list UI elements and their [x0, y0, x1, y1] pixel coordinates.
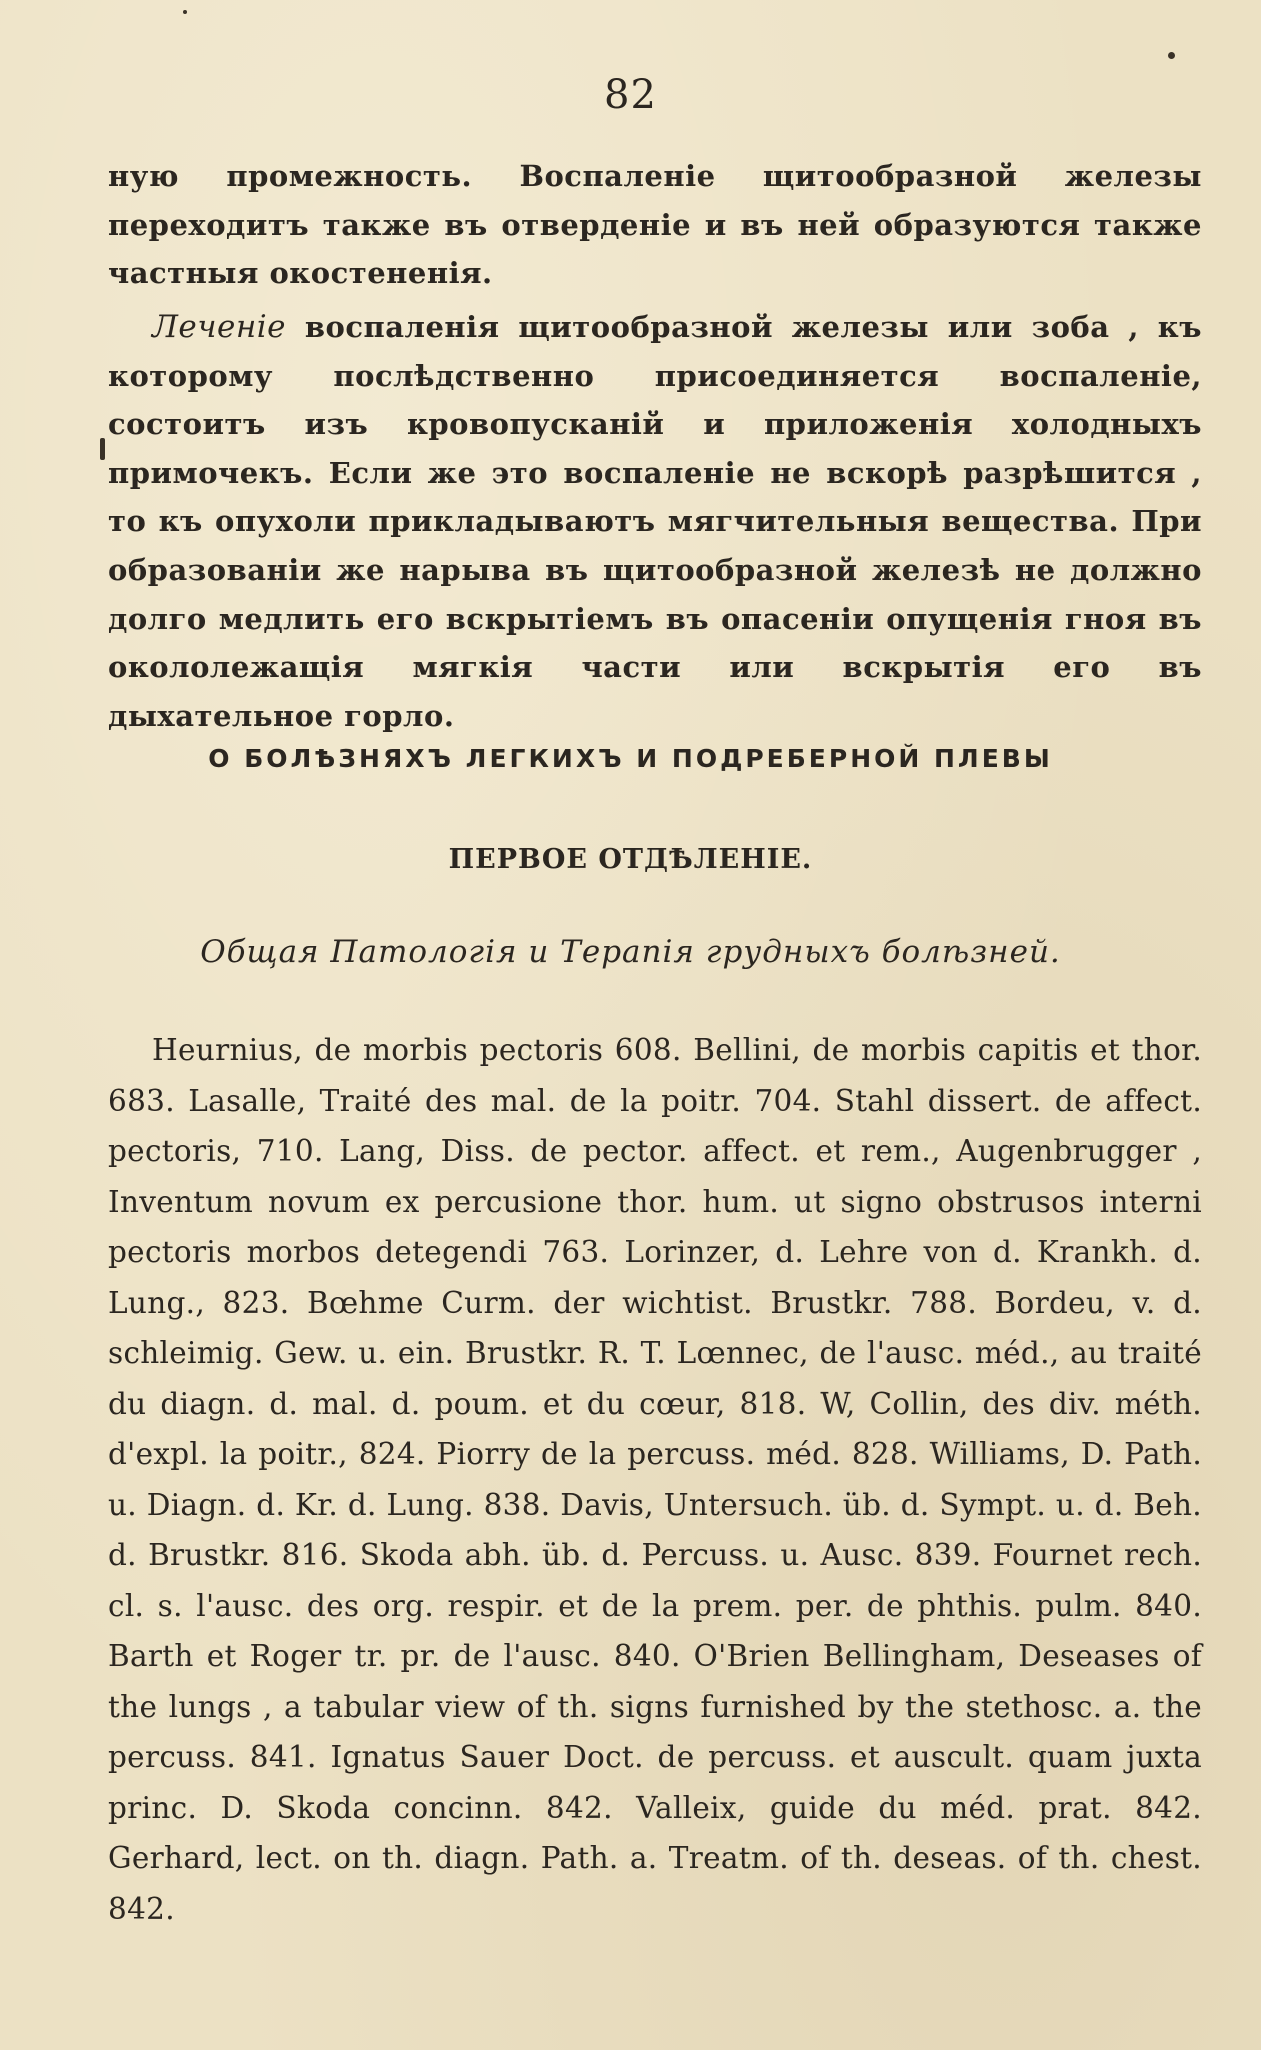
treatment-text: воспаленія щитообразной железы или зоба , къ которому послѣдственно присоединяется воспаленіе, состоитъ изъ кровопусканій и приложенія холодныхъ примочекъ. Если же это воспаленіе не вскорѣ разрѣшится , то къ опухоли прикладываютъ мягчительныя вещества. При образованіи же нарыва въ щитообразной железѣ не должно долго медлить его вскрытіемъ въ опасеніи опущенія гноя въ окололежащія мягкія части или вскрытія его въ дыхательное горло. [108, 310, 1202, 733]
bibliography-paragraph: Heurnius, de morbis pectoris 608. Bellini, de morbis capitis et thor. 683. Lasalle, Traité des mal. de la poitr. 704. Stahl dissert. de affect. pectoris, 710. Lang, Diss. de pector. affect. et rem., Augenbrugger , Inventum novum ex percusione thor. hum. ut signo obstrusos interni pectoris morbos detegendi 763. Lorinzer, d. Lehre von d. Krankh. d. Lung., 823. Bœhme Curm. der wichtist. Brustkr. 788. Bordeu, v. d. schleimig. Gew. u. ein. Brustkr. R. T. Lœnnec, de l'ausc. méd., au traité du diagn. d. mal. d. poum. et du cœur, 818. W, Collin, des div. méth. d'expl. la poitr., 824. Piorry de la percuss. méd. 828. Williams, D. Path. u. Diagn. d. Kr. d. Lung. 838. Davis, Untersuch. üb. d. Sympt. u. d. Beh. d. Brustkr. 816. Skoda abh. üb. d. Percuss. u. Ausc. 839. Fournet rech. cl. s. l'ausc. des org. respir. et de la prem. per. de phthis. pulm. 840. Barth et Roger tr. pr. de l'ausc. 840. O'Brien Bellingham, Deseases of the lungs , a tabular view of th. signs furnished by the stethosc. a. the percuss. 841. Ignatus Sauer Doct. de percuss. et auscult. quam juxta princ. D. Skoda concinn. 842. Valleix, guide du méd. prat. 842. Gerhard, lect. on th. diagn. Path. a. Treatm. of th. deseas. of th. chest. 842. [108, 1033, 1202, 1926]
ink-speck [183, 10, 187, 14]
subsection-title: Общая Патологія и Терапія грудныхъ болѣзней. [200, 934, 1061, 970]
ink-speck [1168, 52, 1175, 59]
paragraph-thyroid-inflammation: ную промежность. Воспаленіе щитообразной железы переходитъ также въ отверденіе и въ ней образуются также частныя окостененія. [108, 159, 1202, 291]
section-title: ПЕРВОЕ ОТДѢЛЕНІЕ. [448, 844, 813, 875]
paragraph-treatment [108, 303, 1202, 740]
chapter-title: О БОЛѢЗНЯХЪ ЛЕГКИХЪ И ПОДРЕБЕРНОЙ ПЛЕВЫ [208, 744, 1053, 773]
treatment-lead-word: Леченіе [152, 309, 287, 345]
ink-speck [100, 438, 105, 460]
page-number: 82 [604, 72, 657, 118]
